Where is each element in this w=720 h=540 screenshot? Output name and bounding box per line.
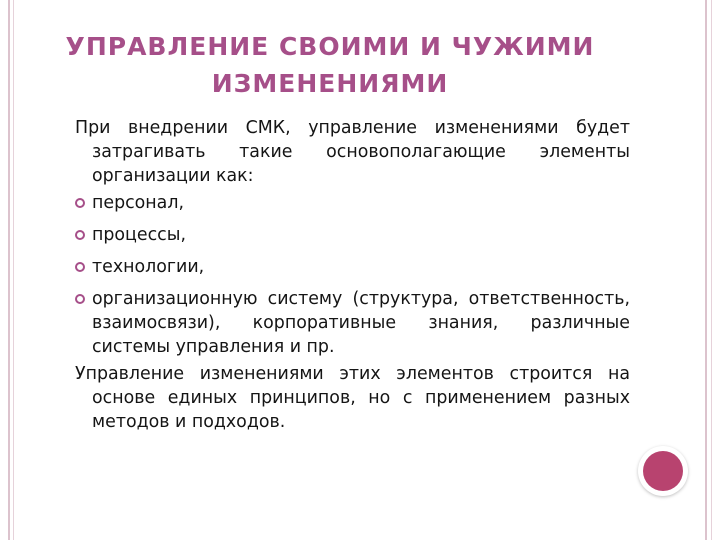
decorative-circle-icon <box>638 446 688 496</box>
conclusion-paragraph: Управление изменениями этих элементов строится на основе единых принципов, но с применением разных методов и подходов. <box>75 364 630 432</box>
hollow-circle-bullet-icon <box>75 294 85 304</box>
left-border-line <box>8 0 10 540</box>
decorative-circle-inner <box>643 451 683 491</box>
hollow-circle-bullet-icon <box>75 230 85 240</box>
bullet-list <box>75 191 630 359</box>
hollow-circle-bullet-icon <box>75 262 85 272</box>
list-item <box>75 191 630 215</box>
right-border-line-inner <box>711 0 712 540</box>
list-item-text: процессы, <box>92 225 186 245</box>
left-border-line-inner <box>13 0 14 540</box>
list-item-text: персонал, <box>92 193 184 213</box>
hollow-circle-bullet-icon <box>75 198 85 208</box>
list-item <box>75 223 630 247</box>
list-item <box>75 287 630 359</box>
slide-title: УПРАВЛЕНИЕ СВОИМИ И ЧУЖИМИ ИЗМЕНЕНИЯМИ <box>65 32 595 98</box>
intro-paragraph: При внедрении СМК, управление изменениями будет затрагивать такие основополагающие элементы организации как: <box>75 118 630 186</box>
slide-body <box>75 116 630 434</box>
list-item-text: технологии, <box>92 257 205 277</box>
right-border-line <box>705 0 707 540</box>
list-item <box>75 255 630 279</box>
list-item-text: организационную систему (структура, ответственность, взаимосвязи), корпоративные знания, различные системы управления и пр. <box>92 289 630 357</box>
